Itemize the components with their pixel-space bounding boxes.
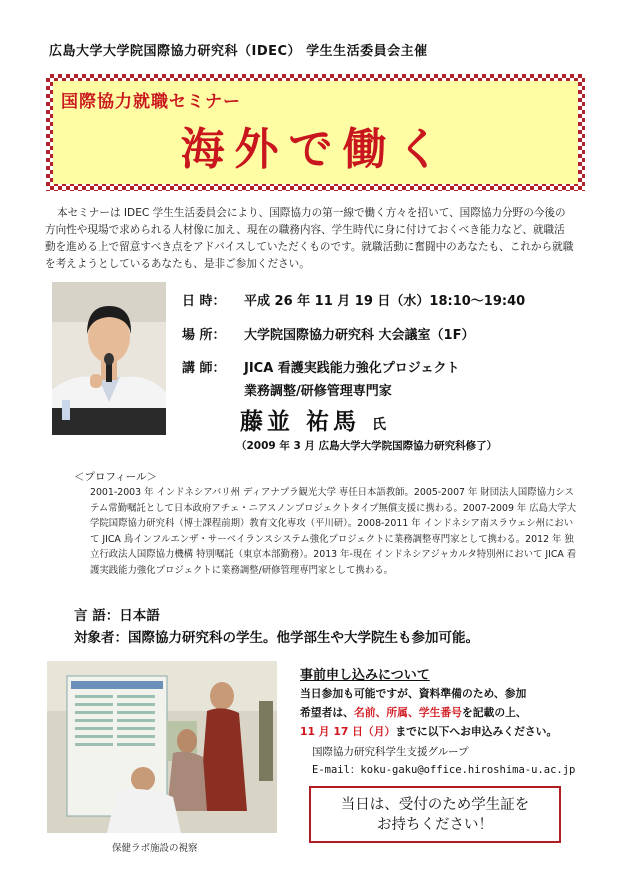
lab-visit-illustration xyxy=(47,661,277,833)
contact-group: 国際協力研究科学生支援グループ xyxy=(312,746,469,758)
seminar-title: 海外で働く xyxy=(180,124,451,175)
notice-line-1: 当日は、受付のため学生証を xyxy=(340,797,530,813)
registration-title: 事前申し込みについて xyxy=(300,668,430,683)
registration-line-2-start: 希望者は、 xyxy=(300,706,354,719)
lab-visit-photo xyxy=(47,661,277,833)
speaker-honorific: 氏 xyxy=(372,417,387,433)
required-fields: 名前、所属、学生番号 xyxy=(353,706,462,719)
speaker-photo xyxy=(52,282,166,435)
speaker-graduation-note: （2009 年 3 月 広島大学大学院国際協力研究科修了） xyxy=(236,440,498,452)
speaker-name xyxy=(240,403,386,436)
date-value: 平成 26 年 11 月 19 日（水）18:10～19:40 xyxy=(244,294,526,309)
registration-line-3-end: までに以下へお申込みください。 xyxy=(395,725,558,738)
event-lecturer xyxy=(182,357,460,376)
registration-line-2 xyxy=(300,703,557,722)
lecturer-label: 講 師： xyxy=(182,361,226,376)
title-banner-inner xyxy=(53,81,578,184)
profile-text: 2001-2003 年 インドネシアバリ州 ディアナプラ観光大学 専任日本語教師。2005-2007 年 財団法人国際協力システム常勤嘱託として日本政府アチェ・ニアスノンプロジェクトタイプ無償支援に携わる。2007-2009 年 広島大学大学院国際協力研究科（博士課程前期）教育文化専攻（平川研）。2008-2011 年 インドネシア南スラウェシ州において JICA 鳥インフルエンザ・サーベイランスシステム強化プロジェクトに業務調整専門家として携わる。2012 年 独立行政法人国際協力機構 特別嘱託（東京本部勤務）。2013 年-現在 インドネシアジャカルタ特別州において JICA 看護実践能力強化プロジェクトに業務調整/研修管理専門家として携わる。 xyxy=(90,487,577,576)
event-place xyxy=(182,324,474,343)
intro-paragraph: 本セミナーは IDEC 学生生活委員会により、国際協力の第一線で働く方々を招いて、国際協力分野の今後の方向性や現場で求められる人材像に加え、現在の職務内容、学生時代に身に付けておくべき能力など、就職活動を進める上で留意すべき点をアドバイスしていただくものです。就職活動に奮闘中のあなたも、これから就職を考えようとしているあなたも、是非ご参加ください。 xyxy=(45,207,574,270)
title-banner xyxy=(46,74,585,191)
event-date xyxy=(182,290,525,309)
language-line: 言 語：日本語 xyxy=(74,608,160,624)
speaker-name-text: 藤並 祐馬 xyxy=(240,409,361,435)
registration-deadline: 11 月 17 日（月） xyxy=(300,725,396,738)
place-value: 大学院国際協力研究科 大会議室（1F） xyxy=(244,328,475,343)
place-label: 場 所： xyxy=(182,328,226,343)
organizer-heading: 広島大学大学院国際協力研究科（IDEC） 学生生活委員会主催 xyxy=(49,44,428,59)
seminar-subtitle: 国際協力就職セミナー xyxy=(61,92,241,112)
target-audience-line: 対象者：国際協力研究科の学生。他学部生や大学院生も参加可能。 xyxy=(74,630,479,646)
student-id-notice xyxy=(309,786,561,843)
notice-line-2: お持ちください！ xyxy=(377,817,493,833)
lecturer-role: 業務調整/研修管理専門家 xyxy=(244,384,392,399)
speaker-photo-illustration xyxy=(52,282,166,435)
contact-email[interactable]: E-mail：koku-gaku@office.hiroshima-u.ac.jp xyxy=(312,764,576,776)
profile-heading: ＜プロフィール＞ xyxy=(74,471,157,483)
registration-line-3 xyxy=(300,722,557,741)
date-label: 日 時： xyxy=(182,294,226,309)
registration-line-1: 当日参加も可能ですが、資料準備のため、参加 xyxy=(300,687,527,700)
lecturer-organization: JICA 看護実践能力強化プロジェクト xyxy=(244,361,460,376)
registration-line-2-end: を記載の上、 xyxy=(461,706,527,719)
registration-text xyxy=(300,684,557,741)
photo-caption: 保健ラボ施設の視察 xyxy=(112,843,198,854)
